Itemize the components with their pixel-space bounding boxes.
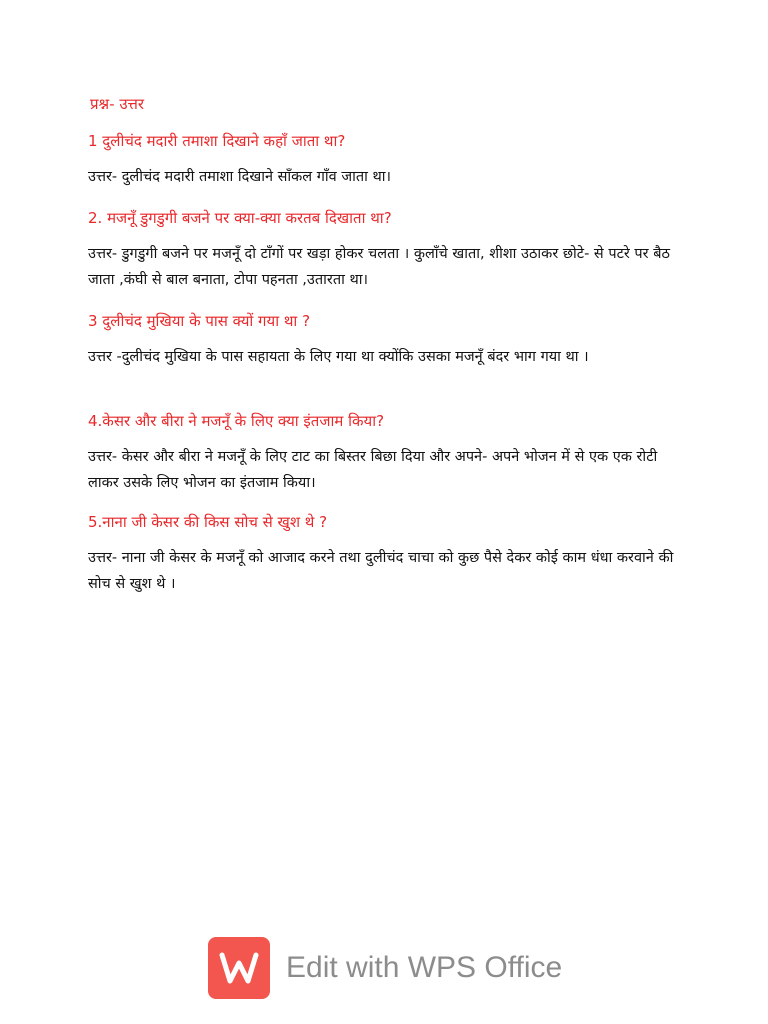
- question-1: 1 दुलीचंद मदारी तमाशा दिखाने कहाँ जाता था?: [88, 132, 346, 150]
- qa-item-1: [88, 130, 688, 190]
- answer-2: उत्तर- डुगडुगी बजने पर मजनूँ दो टाँगों पर खड़ा होकर चलता । कुलाँचे खाता, शीशा उठाकर छोटे- से पटरे पर बैठ जाता ,कंघी से बाल बनाता, टोपा पहनता ,उतारता था।: [88, 246, 670, 288]
- wps-watermark[interactable]: [208, 936, 562, 1000]
- answer-3: उत्तर -दुलीचंद मुखिया के पास सहायता के लिए गया था क्योंकि उसका मजनूँ बंदर भाग गया था ।: [88, 349, 589, 365]
- answer-1: उत्तर- दुलीचंद मदारी तमाशा दिखाने साँकल गाँव जाता था।: [88, 169, 391, 185]
- answer-4: उत्तर- केसर और बीरा ने मजनूँ के लिए टाट का बिस्तर बिछा दिया और अपने- अपने भोजन में से एक एक रोटी लाकर उसके लिए भोजन का इंतजाम किया।: [88, 449, 658, 491]
- qa-item-5: [88, 511, 688, 597]
- question-2: 2. मजनूँ डुगडुगी बजने पर क्या-क्या करतब दिखाता था?: [88, 209, 392, 227]
- page-heading: प्रश्न- उत्तर: [90, 95, 145, 113]
- wps-logo-icon: [208, 937, 270, 999]
- qa-item-2: [88, 207, 688, 293]
- question-5: 5.नाना जी केसर की किस सोच से खुश थे ?: [88, 513, 328, 531]
- qa-item-3: [88, 310, 688, 370]
- wps-watermark-text: Edit with WPS Office: [286, 951, 563, 984]
- question-4: 4.केसर और बीरा ने मजनूँ के लिए क्या इंतजाम किया?: [88, 412, 385, 430]
- qa-item-4: [88, 410, 688, 496]
- answer-5: उत्तर- नाना जी केसर के मजनूँ को आजाद करने तथा दुलीचंद चाचा को कुछ पैसे देकर कोई काम धंधा करवाने की सोच से खुश थे ।: [88, 550, 674, 592]
- question-3: 3 दुलीचंद मुखिया के पास क्यों गया था ?: [88, 312, 311, 330]
